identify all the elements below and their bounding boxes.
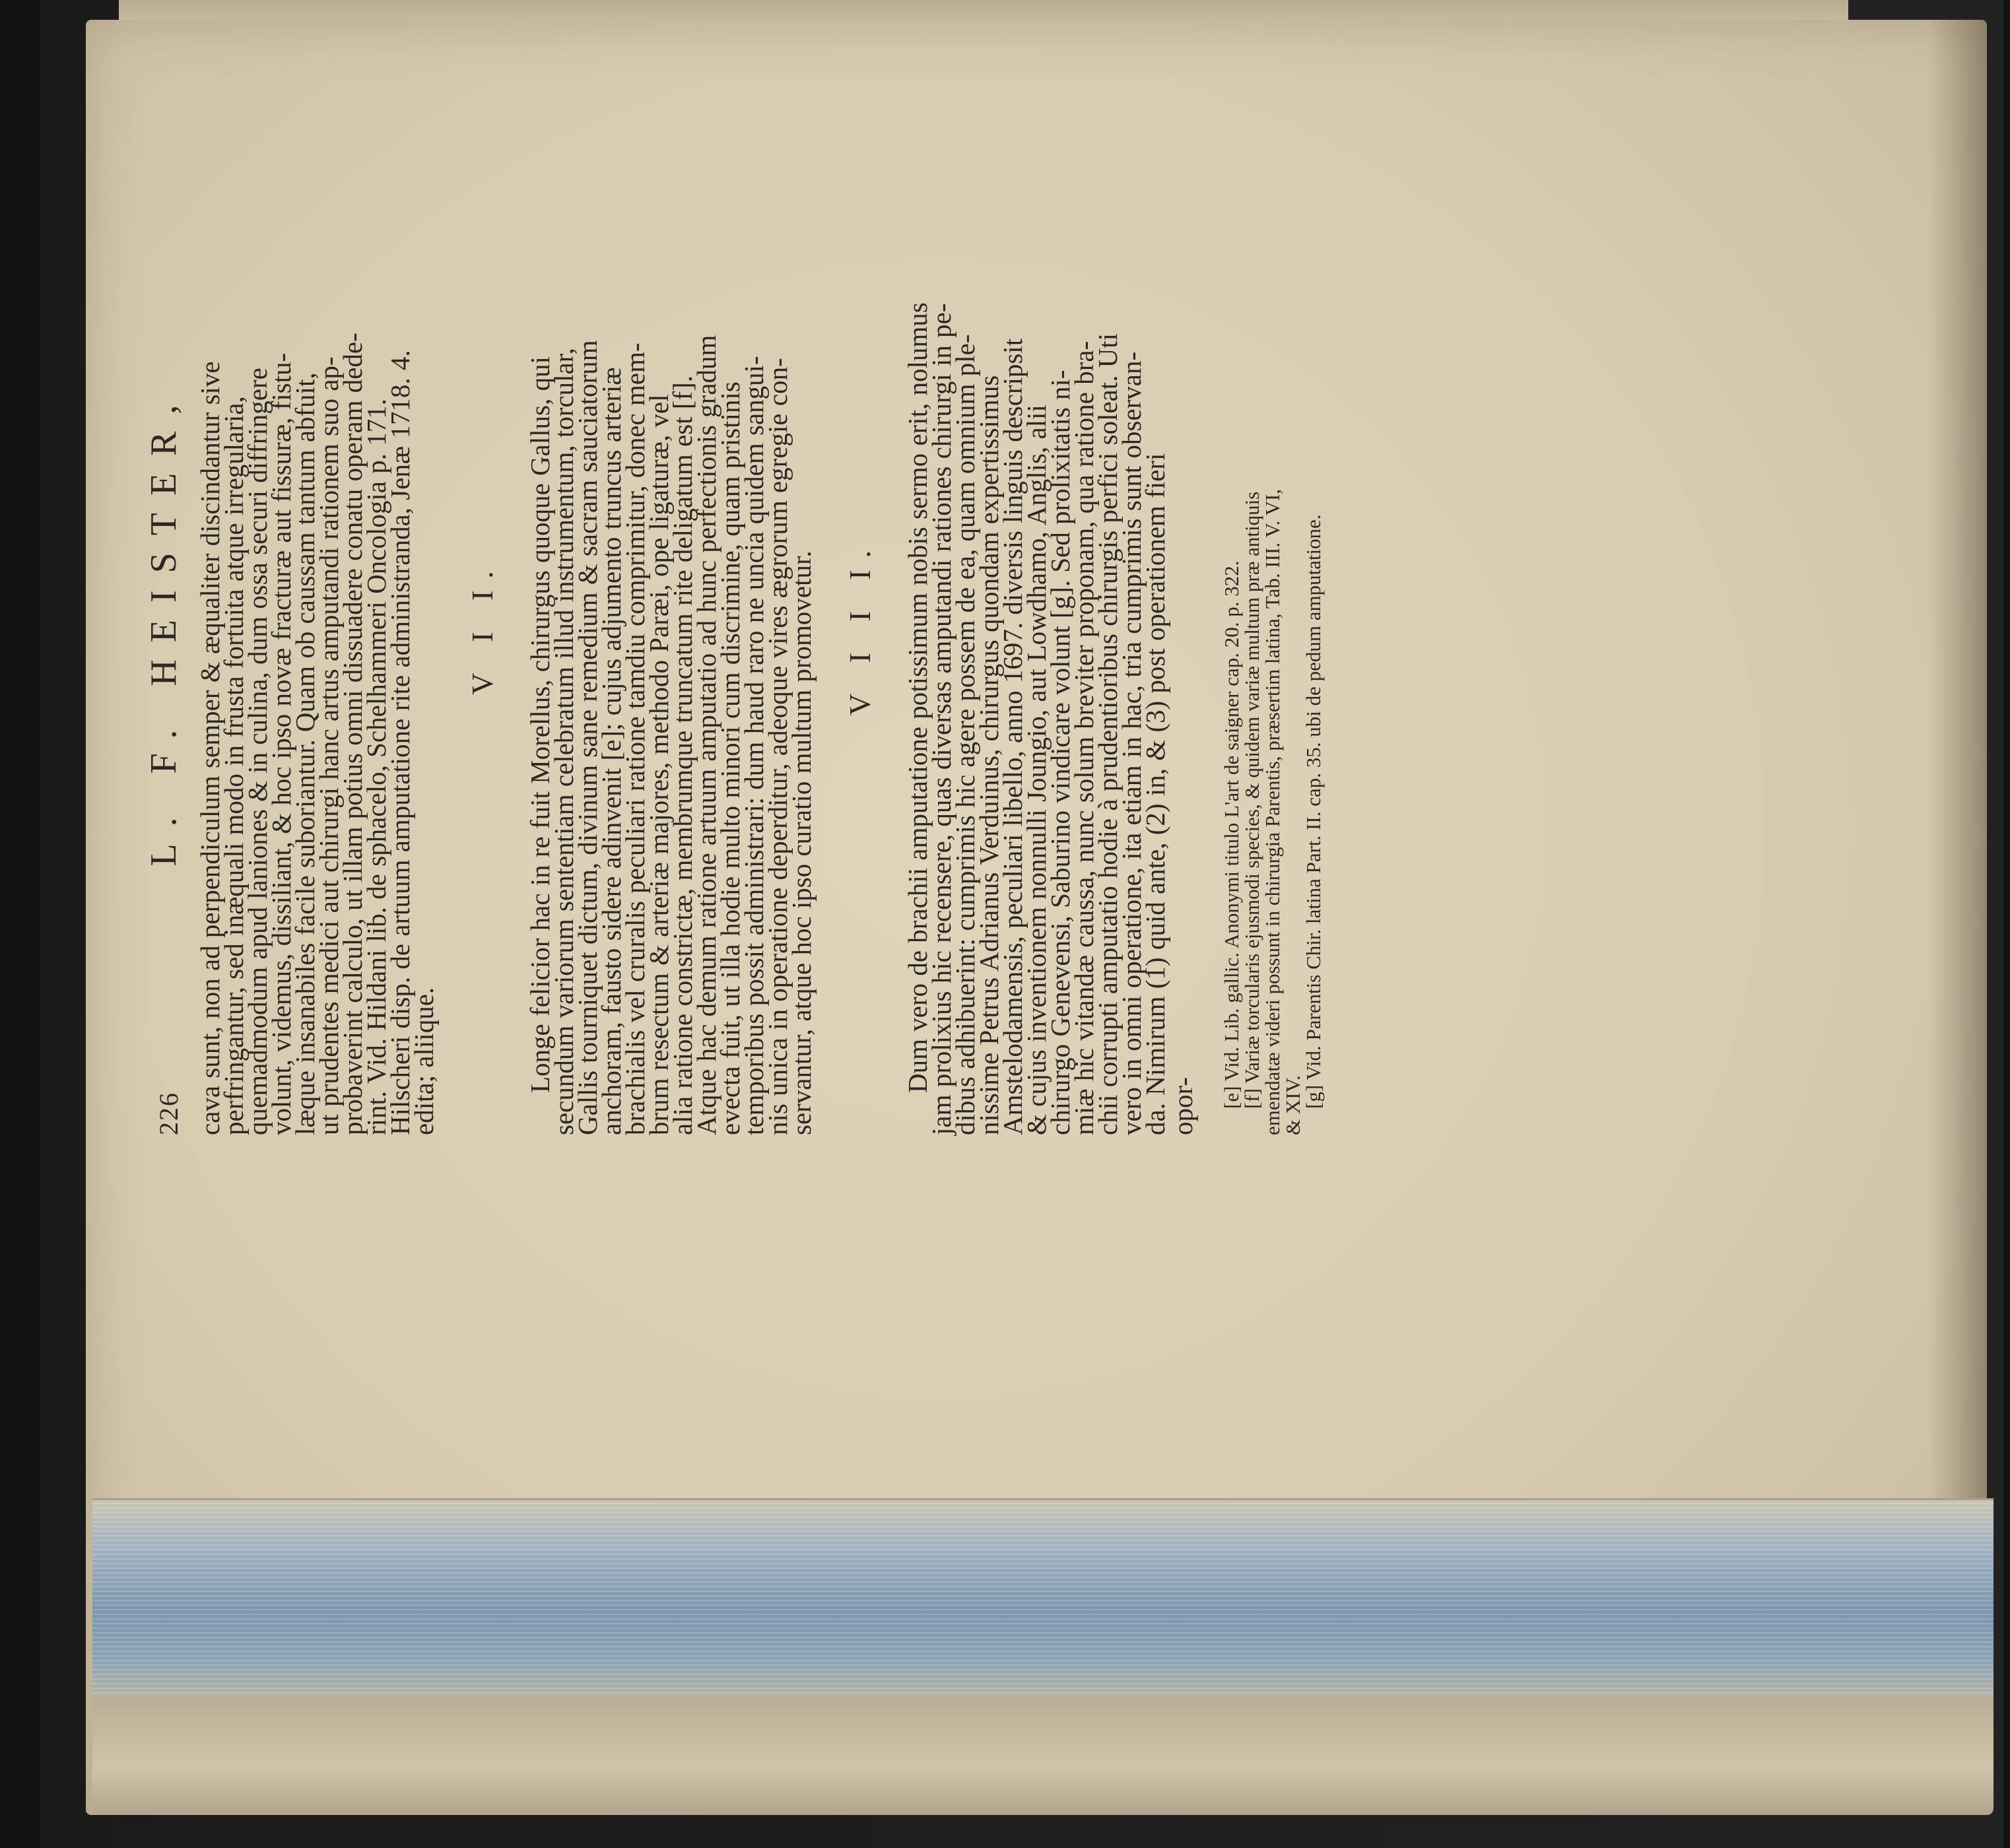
text-line: secundum variorum sententiam celebratum illud instrumentum, torcular, xyxy=(549,347,579,1135)
footnote-f-end: & XIV. xyxy=(1281,1075,1304,1135)
text-line: cava sunt, non ad perpendiculum semper & æqualiter discindantur sive xyxy=(195,361,225,1135)
text-line: ut prudentes medici aut chirurgi hanc artus amputandi rationem suo ap- xyxy=(314,356,344,1135)
text-line: alia ratione constrictæ, membrumque truncatum rite deligatum est [f]. xyxy=(667,375,698,1135)
footnote-f: [f] Variæ torcularis ejusmodi species, & quidem variæ multum præ antiquis xyxy=(1240,491,1263,1109)
text-line: Dum vero de brachii amputatione potissimum nobis sermo erit, nolumus xyxy=(902,302,933,1093)
section-heading-viii: V I I I. xyxy=(843,538,877,716)
text-line: quemadmodum apud laniones & in culina, dum ossa securi diffringere xyxy=(242,368,273,1135)
text-line: chii corrupti amputatio hodie à prudentioribus chirurgis perfici soleat. Uti xyxy=(1092,333,1123,1135)
text-line: Amstelodamensis, peculiari libello, anno 1697. diversis linguis descripsit xyxy=(997,338,1028,1135)
text-line: Hilscheri disp. de artuum amputatione rite administranda, Jenæ 1718. 4. xyxy=(385,350,415,1135)
running-head xyxy=(143,119,191,1135)
footnote-g: [g] Vid. Parentis Chir. latina Part. II. cap. 35. ubi de pedum amputatione. xyxy=(1302,514,1325,1109)
text-line: Gallis tourniquet dictum, divinum sane remedium & sacram sauciatorum xyxy=(572,340,603,1135)
text-line: & cujus inventionem nonnulli Joungio, aut Lowdhamo, Anglis, alii xyxy=(1021,405,1052,1135)
footnote-f-continued: emendatæ videri possunt in chirurgia Parentis, præsertim latina, Tab. III. V. VI, xyxy=(1261,488,1284,1135)
text-line: miæ hic vitandæ caussa, nunc solum breviter proponam, qua ratione bra- xyxy=(1069,341,1099,1135)
text-line: evecta fuit, ut illa hodie multo minori cum discrimine, quam pristinis xyxy=(715,381,745,1135)
text-line: probaverint calculo, ut illam potius omni dissuadere conatu operam dede- xyxy=(337,333,368,1135)
text-line: vero in omni operatione, ita etiam in hac, tria cumprimis sunt observan- xyxy=(1116,351,1147,1135)
footnotes xyxy=(1221,119,1323,1135)
footnote-e: [e] Vid. Lib. gallic. Anonymi titulo L'art de saigner cap. 20. p. 322. xyxy=(1220,560,1243,1109)
running-head-title: L. F. HEISTER, xyxy=(143,387,184,867)
page-number: 226 xyxy=(154,1092,184,1135)
page-bottom-edge xyxy=(92,1696,1993,1815)
text-line: da. Nimirum (1) quid ante, (2) in, & (3) post operationem fieri xyxy=(1140,453,1170,1135)
text-line: servantur, atque hoc ipso curatio multum promovetur. xyxy=(786,550,817,1135)
text-line: Longe felicior hac in re fuit Morellus, chirurgus quoque Gallus, qui xyxy=(525,356,555,1093)
text-line: edita; aliique. xyxy=(409,987,439,1135)
text-line: Atque hac demum ratione artuum amputatio ad hunc perfectionis gradum xyxy=(691,335,721,1135)
text-line: anchoram, fausto sidere adinvenit [e]; cujus adjumento truncus arteriæ xyxy=(596,367,626,1135)
page-block-fore-edge xyxy=(92,1498,1993,1698)
catchword: opor- xyxy=(1168,1077,1198,1135)
text-line: volunt, videmus, dissiliant, & hoc ipso novæ fracturæ aut fissuræ, fistu- xyxy=(266,352,296,1135)
paragraph-continuation xyxy=(195,119,439,1135)
text-line: nissime Petrus Adrianus Verduinus, chirurgus quondam expertissimus xyxy=(974,375,1004,1135)
page-text-rotated xyxy=(143,119,1591,1135)
text-line: perfringantur, sed inæquali modo in frusta fortuita atque irregularia, xyxy=(218,396,249,1135)
text-line: rint. Vid. Hildani lib. de sphacelo, Schelhammeri Oncologia p. 171. xyxy=(361,399,391,1135)
text-line: læque insanabiles facile suboriantur. Quam ob caussam tantum abfuit, xyxy=(290,372,320,1135)
text-line: brum resectum & arteriæ majores, methodo Paræi, ope ligaturæ, vel xyxy=(644,394,674,1135)
text-line: dibus adhibuerint: cumprimis hic agere possem de ea, quam omnium ple- xyxy=(950,334,980,1135)
text-line: jam prolixius hic recensere, quas diversas amputandi rationes chirurgi in pe- xyxy=(926,303,956,1135)
section-heading-vii: V I I. xyxy=(465,559,499,695)
text-line: nis unica in operatione deperditur, adeoque vires ægrorum egregie con- xyxy=(762,358,793,1135)
text-line: temporibus possit administrari: dum haud raro ne uncia quidem sangui- xyxy=(739,356,769,1135)
paragraph-section-viii xyxy=(902,119,1198,1135)
paragraph-section-vii xyxy=(525,119,817,1135)
text-line: chirurgo Genevensi, Saburino vindicare volunt [g]. Sed prolixitatis ni- xyxy=(1045,370,1075,1135)
text-line: brachialis vel cruralis peculiari ratione tamdiu comprimitur, donec mem- xyxy=(620,343,650,1135)
